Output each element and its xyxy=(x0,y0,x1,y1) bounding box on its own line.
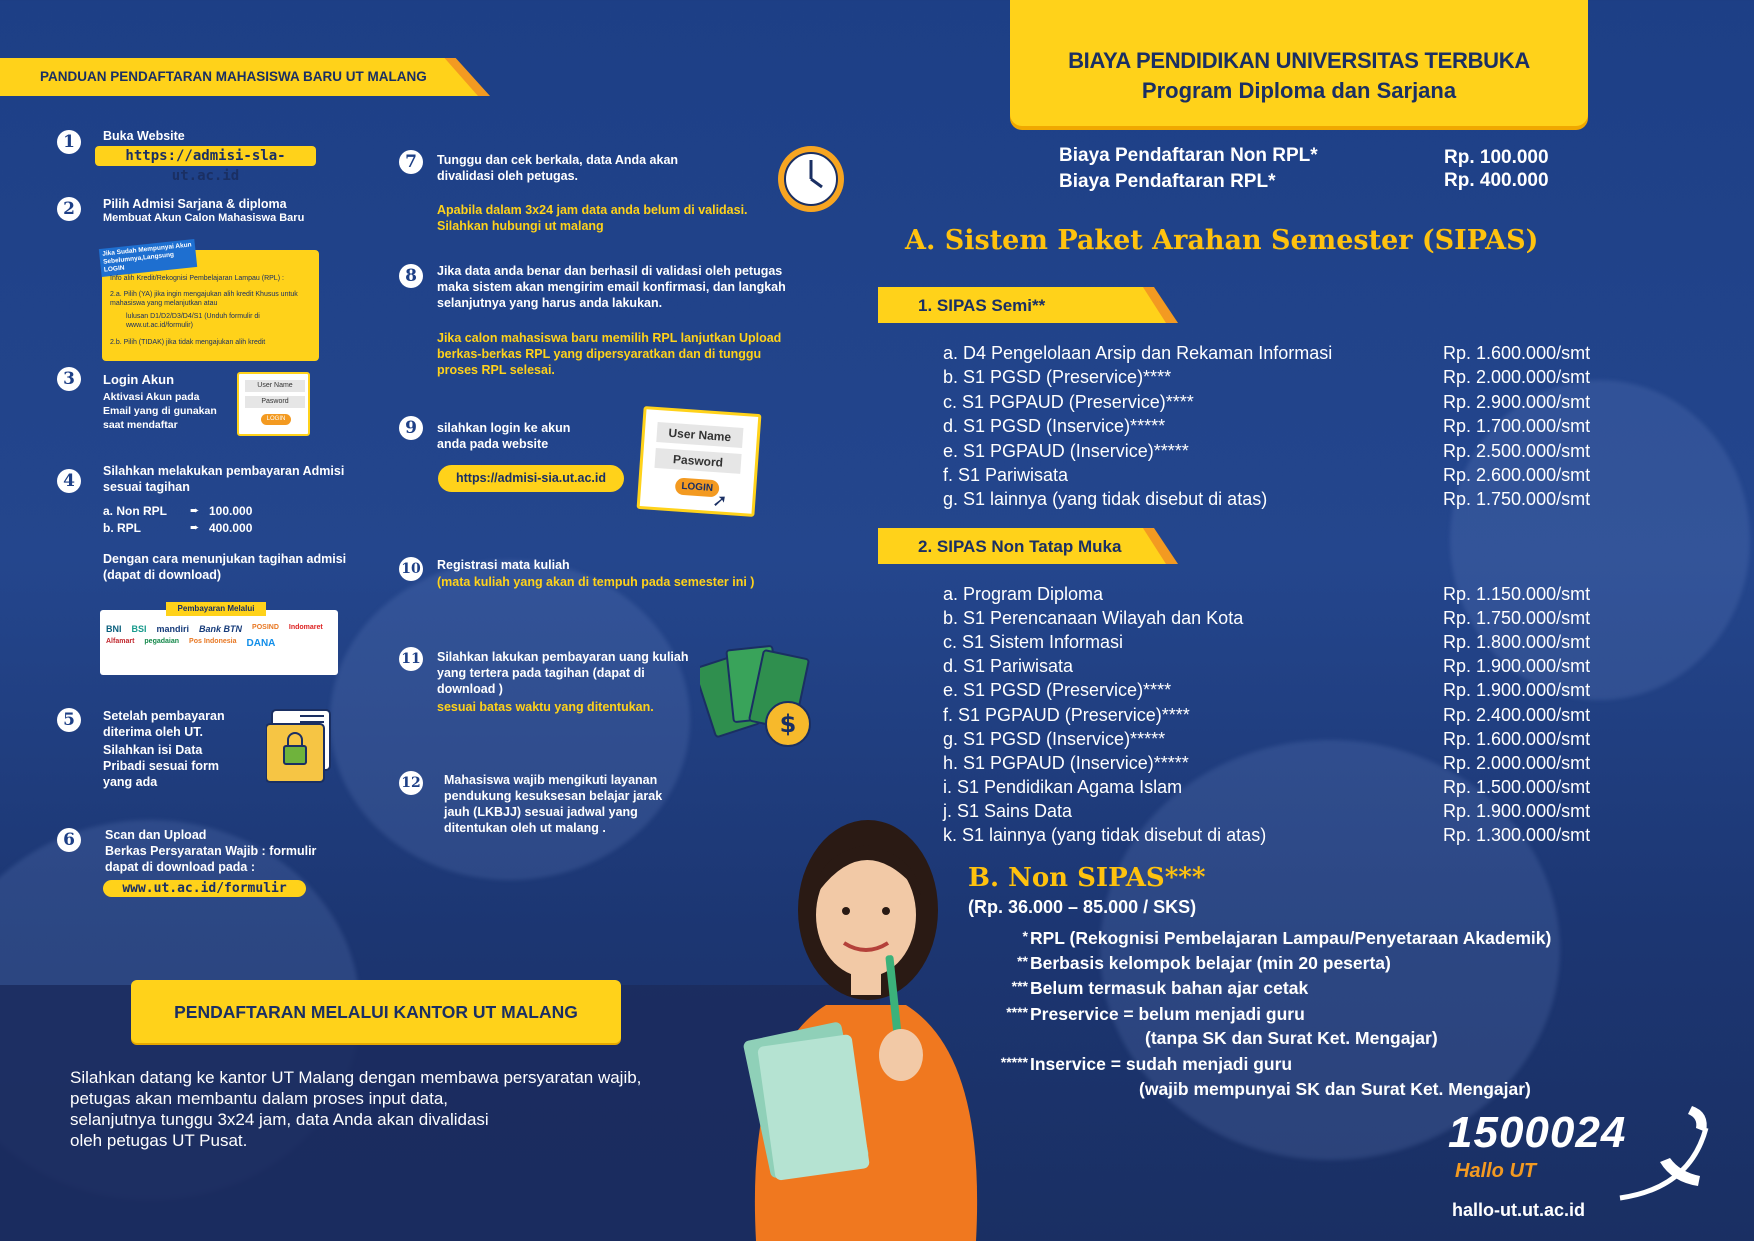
program-name: i. S1 Pendidikan Agama Islam xyxy=(943,776,1183,797)
step-number: 7 xyxy=(399,150,423,174)
footnote-mark: **** xyxy=(1006,1004,1028,1020)
payment-title: Pembayaran Melalui xyxy=(166,602,266,616)
office-text-line: petugas akan membantu dalam proses input data, xyxy=(70,1089,449,1108)
program-name: d. S1 PGSD (Inservice)***** xyxy=(943,416,1166,437)
step-title: Silahkan melakukan pembayaran Admisi sesuai tagihan xyxy=(103,464,345,494)
username-field[interactable]: User Name xyxy=(656,422,743,448)
pegadaian-logo: pegadaian xyxy=(144,638,180,645)
step-title: Jika data anda benar dan berhasil di validasi oleh petugas maka sistem akan mengirim email konfirmasi, dan langkah selanjutnya yang harus anda lakukan. xyxy=(437,264,786,310)
program-price: Rp. 1.300.000/smt xyxy=(1443,825,1591,845)
step-title: Tunggu dan cek berkala, data Anda akan divalidasi oleh petugas. xyxy=(437,153,679,183)
price-row xyxy=(943,799,1598,823)
program-name: a. Program Diploma xyxy=(943,584,1104,604)
program-name: h. S1 PGPAUD (Inservice)***** xyxy=(943,752,1189,773)
program-price: Rp. 2.400.000/smt xyxy=(1443,704,1591,725)
step-number: 4 xyxy=(57,469,81,493)
step-number: 11 xyxy=(399,647,423,671)
arrow-icon: ➨ xyxy=(190,505,200,517)
program-price: Rp. 2.500.000/smt xyxy=(1443,440,1591,461)
footnote-text: (wajib mempunyai SK dan Surat Ket. Mengajar) xyxy=(1139,1079,1531,1099)
step-title: Setelah pembayaran diterima oleh UT. xyxy=(103,709,225,739)
hotline-url[interactable]: hallo-ut.ut.ac.id xyxy=(1452,1200,1585,1220)
program-price: Rp. 1.750.000/smt xyxy=(1443,608,1591,629)
step-number: 3 xyxy=(57,367,81,391)
program-price: Rp. 2.900.000/smt xyxy=(1443,391,1591,412)
arrow-icon: ➨ xyxy=(190,522,200,534)
office-text-line: selanjutnya tunggu 3x24 jam, data Anda akan divalidasi xyxy=(70,1110,489,1129)
step-note: (mata kuliah yang akan di tempuh pada semester ini ) xyxy=(437,575,755,589)
posind-logo: POSIND xyxy=(252,624,279,631)
footnote-mark: * xyxy=(1022,928,1028,944)
program-name: g. S1 PGSD (Inservice)***** xyxy=(943,728,1166,749)
reg-fee-label: Biaya Pendaftaran Non RPL* xyxy=(1059,145,1318,166)
program-price: Rp. 1.900.000/smt xyxy=(1443,656,1591,677)
footnote-text: (tanpa SK dan Surat Ket. Mengajar) xyxy=(1145,1028,1438,1048)
price-row xyxy=(943,751,1598,775)
rpl-line: lulusan D1/D2/D3/D4/S1 (Unduh formulir di www.ut.ac.id/formulir) xyxy=(126,313,260,329)
price-row xyxy=(943,630,1598,654)
program-price: Rp. 1.600.000/smt xyxy=(1443,728,1591,749)
login-form-large xyxy=(637,406,762,517)
price-row xyxy=(943,439,1598,463)
footnote-text: Belum termasuk bahan ajar cetak xyxy=(1030,978,1309,998)
program-name: b. S1 Perencanaan Wilayah dan Kota xyxy=(943,608,1244,629)
btn-logo: Bank BTN xyxy=(199,624,243,634)
cursor-icon: ➚ xyxy=(711,490,729,512)
password-field[interactable]: Pasword xyxy=(654,448,741,474)
step-note: sesuai batas waktu yang ditentukan. xyxy=(437,700,654,714)
step-title: Scan dan Upload xyxy=(105,828,207,842)
step-number: 6 xyxy=(57,828,81,852)
step-number: 12 xyxy=(399,771,423,795)
step-subtitle: Membuat Akun Calon Mahasiswa Baru xyxy=(103,212,305,224)
price-row xyxy=(943,341,1598,365)
program-price: Rp. 1.750.000/smt xyxy=(1443,489,1591,510)
step-note: Jika calon mahasiswa baru memilih RPL lanjutkan Upload berkas-berkas RPL yang dipersyaratkan dan di tunggu proses RPL selesai. xyxy=(437,331,782,377)
program-price: Rp. 1.800.000/smt xyxy=(1443,632,1591,653)
hotline-label: Hallo UT xyxy=(1455,1160,1537,1182)
phone-icon xyxy=(1600,1098,1716,1208)
price-row xyxy=(943,823,1598,847)
footnote-text: RPL (Rekognisi Pembelajaran Lampau/Penyetaraan Akademik) xyxy=(1030,928,1552,948)
login-button[interactable]: LOGIN xyxy=(675,477,720,497)
office-banner xyxy=(131,980,621,1043)
footnote-text: Berbasis kelompok belajar (min 20 peserta) xyxy=(1030,953,1391,973)
rpl-info-card xyxy=(101,241,319,361)
program-price: Rp. 1.500.000/smt xyxy=(1443,776,1591,797)
sipas-semi-header xyxy=(878,287,1178,323)
price-row xyxy=(943,582,1598,606)
program-name: b. S1 PGSD (Preservice)**** xyxy=(943,367,1172,388)
svg-text:$: $ xyxy=(779,710,797,738)
step-number: 1 xyxy=(57,130,81,154)
guide-header xyxy=(0,58,505,96)
step-subtitle: Dengan cara menunjukan tagihan admisi (dapat di download) xyxy=(103,552,347,582)
data-lock-icon xyxy=(266,702,336,784)
username-field[interactable]: User Name xyxy=(245,380,305,392)
step-number: 2 xyxy=(57,197,81,221)
title-line1: BIAYA PENDIDIKAN UNIVERSITAS TERBUKA xyxy=(1068,48,1530,73)
formulir-url-link[interactable]: www.ut.ac.id/formulir xyxy=(103,880,306,897)
guide-header-text: PANDUAN PENDAFTARAN MAHASISWA BARU UT MALANG xyxy=(40,69,427,84)
program-name: c. S1 Sistem Informasi xyxy=(943,632,1124,653)
price-row xyxy=(943,463,1598,487)
bsi-logo: BSI xyxy=(131,624,147,634)
rpl-line: 2.b. Pilih (TIDAK) jika tidak mengajukan alih kredit xyxy=(110,339,266,346)
price-row xyxy=(943,678,1598,702)
program-price: Rp. 2.000.000/smt xyxy=(1443,367,1591,388)
price-row xyxy=(943,606,1598,630)
login-form-small xyxy=(237,372,310,436)
price-row xyxy=(943,727,1598,751)
fee-nonrpl-label: a. Non RPL xyxy=(103,504,168,518)
program-name: f. S1 Pariwisata xyxy=(943,465,1069,485)
program-name: j. S1 Sains Data xyxy=(943,800,1073,821)
login-url-link[interactable]: https://admisi-sia.ut.ac.id xyxy=(438,465,624,492)
clock-icon xyxy=(775,143,847,215)
office-text-line: Silahkan datang ke kantor UT Malang dengan membawa persyaratan wajib, xyxy=(70,1068,642,1087)
fee-nonrpl-value: 100.000 xyxy=(209,504,253,518)
footnote-mark: ***** xyxy=(1000,1054,1028,1070)
price-row xyxy=(943,365,1598,389)
step-title: Silahkan lakukan pembayaran uang kuliah yang tertera pada tagihan (dapat di download ) xyxy=(437,650,689,696)
rpl-line: Info alih Kredit/Rekognisi Pembelajaran Lampau (RPL) : xyxy=(110,275,284,282)
pos-logo: Pos Indonesia xyxy=(189,638,237,645)
mandiri-logo: mandiri xyxy=(156,624,190,634)
fee-rpl-label: b. RPL xyxy=(103,521,141,535)
title-line2: Program Diploma dan Sarjana xyxy=(1141,78,1457,103)
reg-fee-price: Rp. 400.000 xyxy=(1444,170,1549,191)
step-subtitle: Silahkan isi Data Pribadi sesuai form yang ada xyxy=(103,743,220,789)
price-row xyxy=(943,775,1598,799)
step-title: Buka Website xyxy=(103,129,185,143)
program-name: e. S1 PGPAUD (Inservice)***** xyxy=(943,440,1189,461)
admisi-url-link[interactable]: https://admisi-sla-ut.ac.id xyxy=(95,146,316,166)
program-price: Rp. 1.150.000/smt xyxy=(1443,584,1591,604)
reg-fee-price: Rp. 100.000 xyxy=(1444,147,1549,168)
program-price: Rp. 1.700.000/smt xyxy=(1443,416,1591,437)
step-title: silahkan login ke akun anda pada website xyxy=(437,421,571,451)
section-b-title: B. Non SIPAS*** xyxy=(968,863,1206,893)
dana-logo: DANA xyxy=(246,638,276,649)
section-b-subtitle: (Rp. 36.000 – 85.000 / SKS) xyxy=(968,897,1197,917)
step-subtitle: Berkas Persyaratan Wajib : formulir dapat di download pada : xyxy=(105,844,317,874)
program-name: f. S1 PGPAUD (Preservice)**** xyxy=(943,704,1190,725)
sipas-ntm-header-text: 2. SIPAS Non Tatap Muka xyxy=(918,537,1122,556)
office-text-line: oleh petugas UT Pusat. xyxy=(70,1131,248,1150)
program-name: a. D4 Pengelolaan Arsip dan Rekaman Informasi xyxy=(943,343,1333,363)
section-a-title: A. Sistem Paket Arahan Semester (SIPAS) xyxy=(905,225,1539,256)
step-title: Registrasi mata kuliah xyxy=(437,558,570,572)
footnote-mark: ** xyxy=(1017,953,1028,969)
payment-methods-card xyxy=(100,604,338,675)
program-name: d. S1 Pariwisata xyxy=(943,656,1074,677)
price-row xyxy=(943,390,1598,414)
program-name: g. S1 lainnya (yang tidak disebut di atas) xyxy=(943,489,1268,510)
program-price: Rp. 2.000.000/smt xyxy=(1443,752,1591,773)
fee-rpl-value: 400.000 xyxy=(209,521,253,535)
step-title: Mahasiswa wajib mengikuti layanan pendukung kesuksesan belajar jarak jauh (LKBJJ) sesuai jadwal yang ditentukan oleh ut malang . xyxy=(444,773,663,835)
password-field[interactable]: Pasword xyxy=(245,396,305,408)
alfamart-logo: Alfamart xyxy=(106,638,135,645)
sipas-semi-header-text: 1. SIPAS Semi** xyxy=(918,296,1046,315)
program-name: e. S1 PGSD (Preservice)**** xyxy=(943,680,1172,701)
program-name: k. S1 lainnya (yang tidak disebut di atas) xyxy=(943,825,1267,845)
login-button[interactable]: LOGIN xyxy=(261,414,291,425)
step-number: 10 xyxy=(399,557,423,581)
program-name: c. S1 PGPAUD (Preservice)**** xyxy=(943,391,1194,412)
step-title: Login Akun xyxy=(103,372,175,387)
step-note: Apabila dalam 3x24 jam data anda belum di validasi. Silahkan hubungi ut malang xyxy=(437,203,748,233)
rpl-tag: Jika Sudah Mempunyai Akun Sebelumnya,Langsung LOGIN xyxy=(99,239,197,277)
price-row xyxy=(943,654,1598,678)
footnote-mark: *** xyxy=(1011,978,1028,994)
step-number: 9 xyxy=(399,416,423,440)
footnote-text: Preservice = belum menjadi guru xyxy=(1030,1004,1305,1024)
reg-fee-label: Biaya Pendaftaran RPL* xyxy=(1059,171,1276,192)
program-price: Rp. 1.900.000/smt xyxy=(1443,680,1591,701)
step-title: Pilih Admisi Sarjana & diploma xyxy=(103,197,287,211)
sipas-ntm-header xyxy=(878,528,1178,564)
title-box xyxy=(1010,0,1588,126)
program-price: Rp. 1.600.000/smt xyxy=(1443,343,1591,363)
price-row xyxy=(943,414,1598,438)
step-subtitle: Aktivasi Akun pada Email yang di gunakan saat mendaftar xyxy=(103,391,217,431)
footnote-text: Inservice = sudah menjadi guru xyxy=(1030,1054,1293,1074)
program-price: Rp. 2.600.000/smt xyxy=(1443,465,1591,485)
price-row xyxy=(943,487,1598,511)
price-row xyxy=(943,703,1598,727)
step-number: 5 xyxy=(57,708,81,732)
step-number: 8 xyxy=(399,264,423,288)
bni-logo: BNI xyxy=(106,624,122,634)
office-banner-text: PENDAFTARAN MELALUI KANTOR UT MALANG xyxy=(174,1002,578,1022)
money-icon xyxy=(700,640,818,750)
indomaret-logo: Indomaret xyxy=(288,624,323,631)
program-price: Rp. 1.900.000/smt xyxy=(1443,800,1591,821)
hotline-number: 1500024 xyxy=(1448,1108,1627,1157)
rpl-line: 2.a. Pilih (YA) jika ingin mengajukan alih kredit Khusus untuk mahasiswa yang melanjutkan atau xyxy=(110,291,298,307)
